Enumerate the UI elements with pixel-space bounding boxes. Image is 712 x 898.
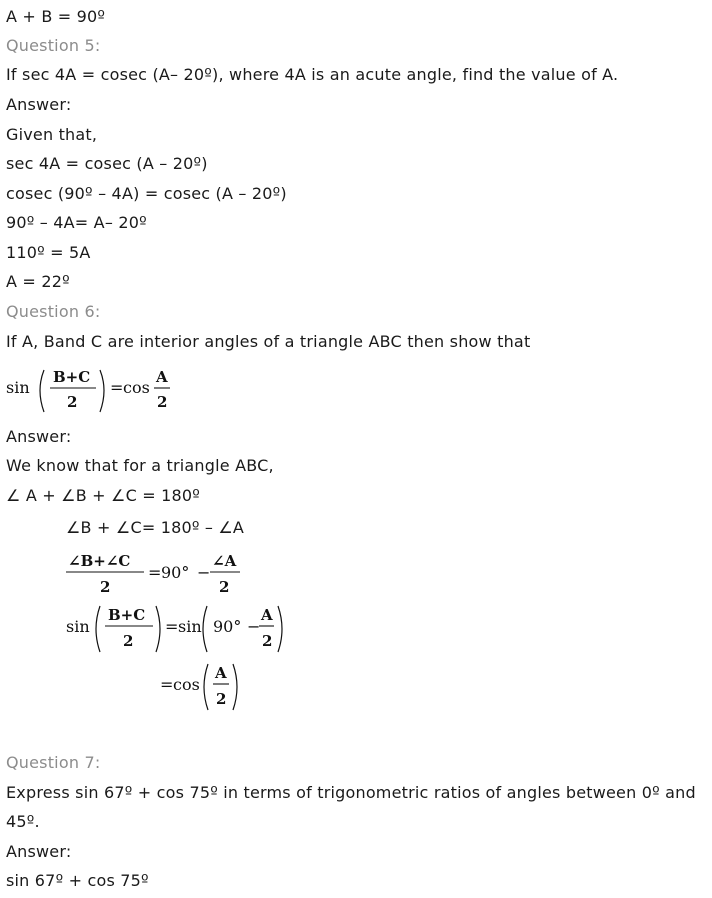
cos-label: cos [123, 378, 150, 397]
step-line: sin 67º + cos 75º [6, 871, 149, 890]
equals-sign: = [148, 563, 162, 582]
step-line: ∠B + ∠C= 180º – ∠A [66, 518, 245, 537]
question-5-heading: Question 5: [6, 36, 101, 55]
step-line: ∠ A + ∠B + ∠C = 180º [6, 486, 201, 505]
question-6-text: If A, Band C are interior angles of a triangle ABC then show that [6, 332, 531, 351]
formula-step [160, 658, 260, 716]
sin-label: sin [66, 617, 90, 636]
question-5-text: If sec 4A = cosec (A– 20º), where 4A is an acute angle, find the value of A. [6, 65, 619, 84]
given-line: Given that, [6, 125, 98, 144]
denominator: 2 [123, 632, 134, 650]
sin-label: sin [178, 617, 202, 636]
denominator: 2 [219, 578, 230, 596]
formula-step [64, 600, 304, 658]
denominator: 2 [157, 393, 168, 411]
step-line: sec 4A = cosec (A – 20º) [6, 154, 208, 173]
denominator: 2 [262, 632, 273, 650]
equals-sign: = [110, 378, 124, 397]
minus-sign: − [197, 563, 211, 582]
numerator: B+C [53, 368, 91, 386]
numerator: ∠B+∠C [68, 552, 131, 570]
ninety-degrees: 90° [213, 617, 242, 636]
ninety-degrees: 90° [161, 563, 190, 582]
numerator: A [215, 664, 227, 682]
numerator: B+C [108, 606, 146, 624]
intro-line: We know that for a triangle ABC, [6, 456, 274, 475]
denominator: 2 [100, 578, 111, 596]
question-6-heading: Question 6: [6, 302, 101, 321]
numerator: A [156, 368, 168, 386]
step-line: cosec (90º – 4A) = cosec (A – 20º) [6, 184, 287, 203]
step-line: A = 22º [6, 272, 70, 291]
step-line: 90º – 4A= A– 20º [6, 213, 147, 232]
step-line: 110º = 5A [6, 243, 91, 262]
answer-label: Answer: [6, 842, 72, 861]
sin-label: sin [6, 378, 30, 397]
cos-label: cos [173, 675, 200, 694]
formula-statement [6, 362, 176, 418]
equals-sign: = [165, 617, 179, 636]
minus-sign: − [247, 617, 261, 636]
denominator: 2 [216, 690, 227, 708]
equals-sign: = [160, 675, 174, 694]
answer-label: Answer: [6, 427, 72, 446]
numerator: ∠A [212, 552, 237, 570]
question-7-text: Express sin 67º + cos 75º in terms of trigonometric ratios of angles between 0º and 45º. [6, 783, 696, 831]
question-7-heading: Question 7: [6, 753, 101, 772]
equation-line: A + B = 90º [6, 7, 106, 26]
denominator: 2 [67, 393, 78, 411]
answer-label: Answer: [6, 95, 72, 114]
formula-step [64, 546, 254, 602]
numerator: A [261, 606, 273, 624]
